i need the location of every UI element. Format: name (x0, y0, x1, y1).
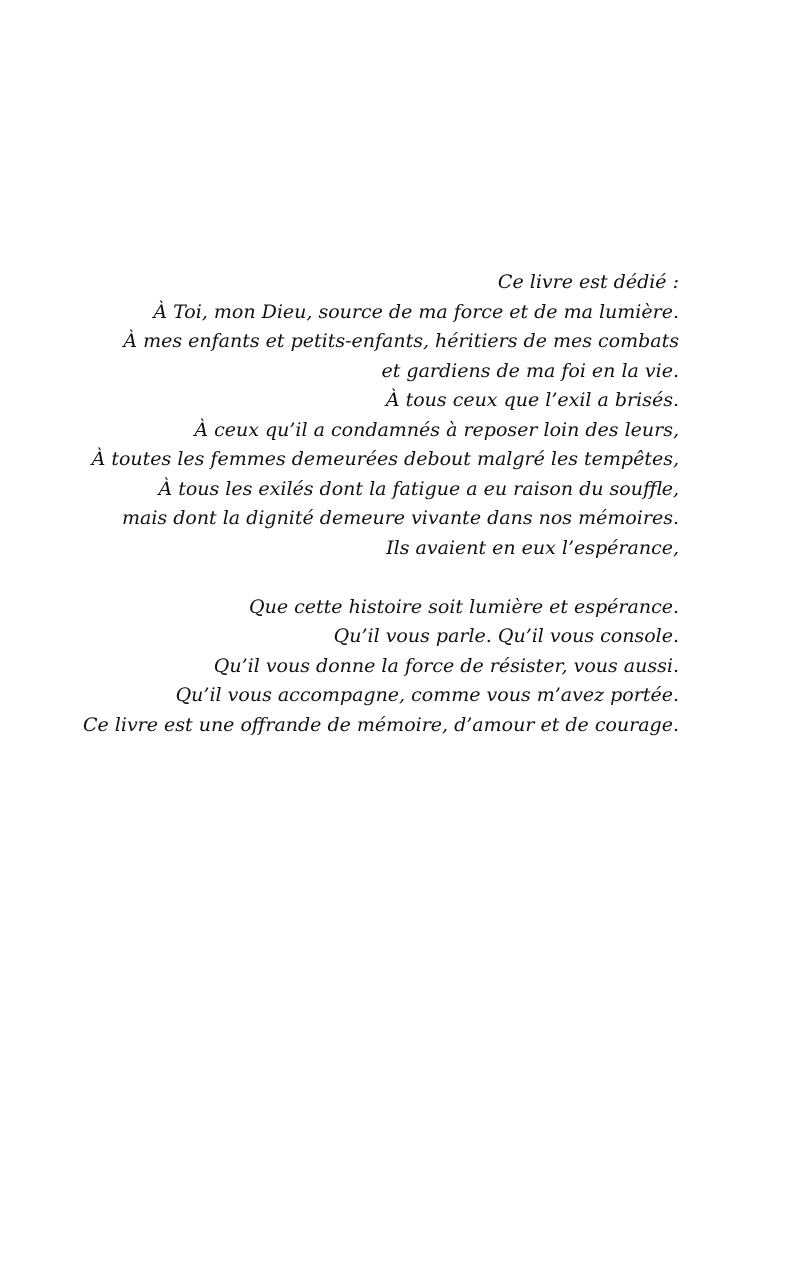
dedication-line: Ils avaient en eux l’espérance, (386, 536, 679, 559)
blessing-line: Que cette histoire soit lumière et espérance. (249, 595, 679, 618)
dedication-line: À tous ceux que l’exil a brisés. (385, 389, 679, 411)
dedication-line: À ceux qu’il a condamnés à reposer loin des leurs, (194, 418, 679, 441)
dedication-line: et gardiens de ma foi en la vie. (381, 359, 679, 382)
stanza-separator (59, 563, 679, 593)
blessing-line: Qu’il vous accompagne, comme vous m’avez portée. (175, 684, 679, 706)
blessing-line: Qu’il vous donne la force de résister, vous aussi. (213, 654, 679, 677)
dedication-line: À tous les exilés dont la fatigue a eu raison du souffle, (158, 477, 679, 500)
blessing-line: Ce livre est une offrande de mémoire, d’amour et de courage. (82, 713, 679, 736)
dedication-block (59, 268, 679, 740)
dedication-heading: Ce livre est dédié : (497, 271, 679, 293)
dedication-line: À toutes les femmes demeurées debout malgré les tempêtes, (91, 448, 679, 470)
dedication-line: mais dont la dignité demeure vivante dans nos mémoires. (122, 507, 679, 529)
dedication-line: À Toi, mon Dieu, source de ma force et de ma lumière. (153, 300, 679, 323)
dedication-line: À mes enfants et petits-enfants, héritiers de mes combats (123, 330, 679, 352)
blessing-line: Qu’il vous parle. Qu’il vous console. (333, 625, 679, 647)
